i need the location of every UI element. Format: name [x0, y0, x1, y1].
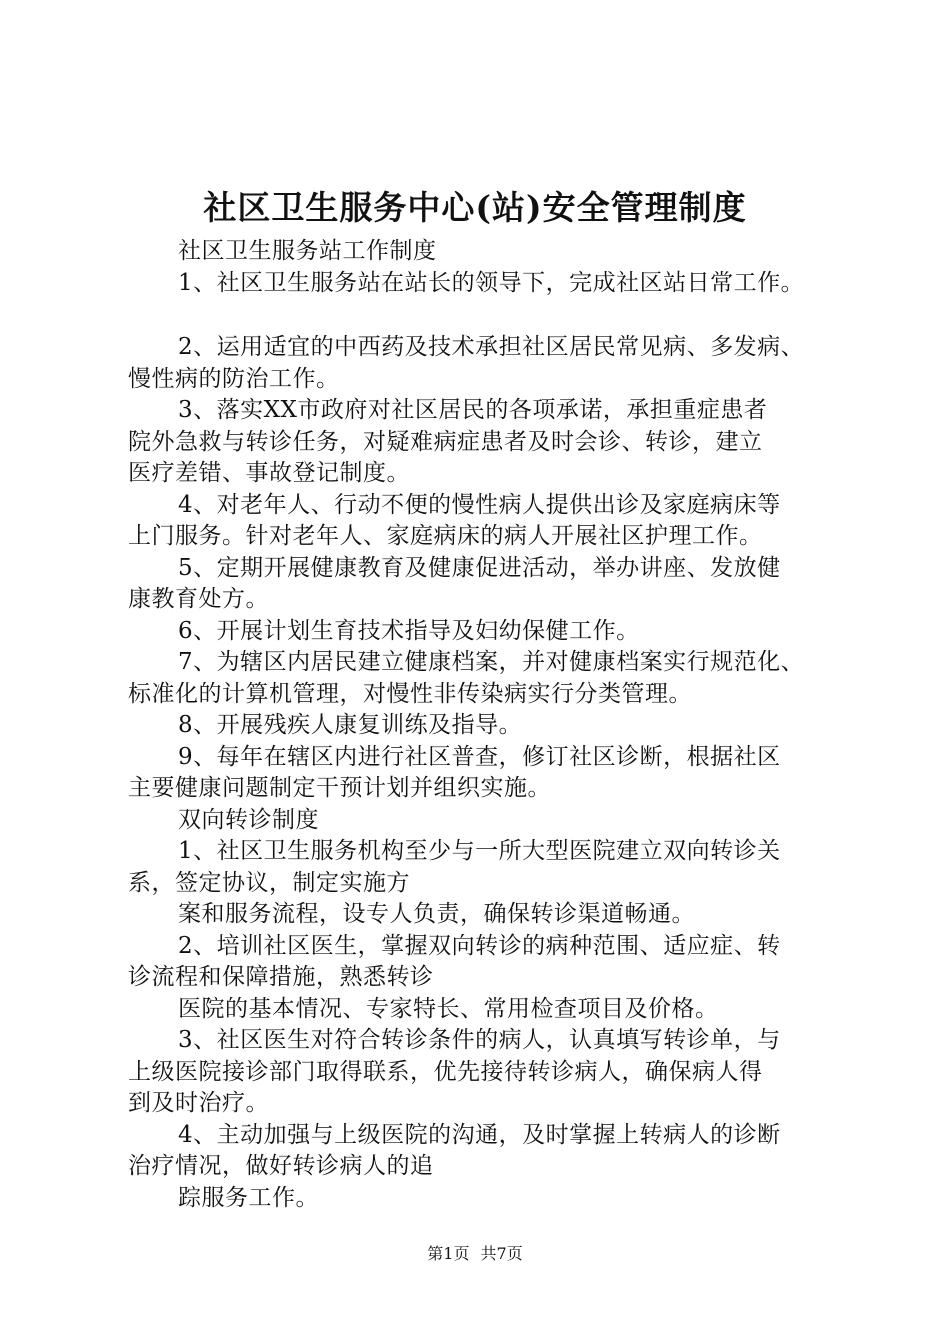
section-heading: 双向转诊制度	[178, 806, 319, 833]
paragraph-line: 医疗差错、事故登记制度。	[128, 460, 410, 486]
paragraph-line: 7、为辖区内居民建立健康档案，并对健康档案实行规范化、	[178, 649, 805, 675]
paragraph-line: 慢性病的防治工作。	[128, 365, 340, 392]
paragraph-line: 案和服务流程，设专人负责，确保转诊渠道畅通。	[178, 901, 695, 927]
paragraph-line: 主要健康问题制定干预计划并组织实施。	[128, 775, 551, 801]
paragraph-line: 治疗情况，做好转诊病人的追	[128, 1153, 434, 1179]
paragraph-line: 系，签定协议，制定实施方	[128, 869, 410, 896]
paragraph-line: 1、社区卫生服务站在站长的领导下，完成社区站日常工作。	[178, 269, 805, 296]
paragraph-line: 6、开展计划生育技术指导及妇幼保健工作。	[178, 617, 640, 644]
paragraph-line: 3、社区医生对符合转诊条件的病人，认真填写转诊单，与	[178, 1027, 781, 1053]
paragraph-line: 4、对老年人、行动不便的慢性病人提供出诊及家庭病床等	[178, 491, 781, 518]
page-footer	[0, 1243, 950, 1265]
section-heading: 社区卫生服务站工作制度	[178, 238, 437, 264]
paragraph-line: 医院的基本情况、专家特长、常用检查项目及价格。	[178, 995, 719, 1022]
page-title: 社区卫生服务中心(站)安全管理制度	[203, 188, 747, 227]
paragraph-line: 4、主动加强与上级医院的沟通，及时掌握上转病人的诊断	[178, 1121, 781, 1148]
paragraph-gap	[128, 299, 850, 332]
paragraph-line: 2、培训社区医生，掌握双向转诊的病种范围、适应症、转	[178, 932, 781, 959]
paragraph-line: 9、每年在辖区内进行社区普查，修订社区诊断，根据社区	[178, 743, 781, 770]
paragraph-line: 8、开展残疾人康复训练及指导。	[178, 712, 523, 738]
document-body	[128, 236, 850, 1214]
paragraph-line: 到及时治疗。	[128, 1090, 269, 1116]
page-number: 第1页	[427, 1244, 470, 1263]
paragraph-line: 诊流程和保障措施，熟悉转诊	[128, 964, 434, 990]
paragraph-line: 1、社区卫生服务机构至少与一所大型医院建立双向转诊关	[178, 838, 781, 864]
paragraph-line: 康教育处方。	[128, 586, 269, 612]
paragraph-line: 院外急救与转诊任务，对疑难病症患者及时会诊、转诊，建立	[128, 428, 763, 455]
page-total: 共7页	[480, 1244, 523, 1263]
paragraph-line: 5、定期开展健康教育及健康促进活动，举办讲座、发放健	[178, 554, 781, 581]
paragraph-line: 上级医院接诊部门取得联系，优先接待转诊病人，确保病人得	[128, 1058, 763, 1085]
paragraph-line: 踪服务工作。	[178, 1184, 319, 1211]
paragraph-line: 上门服务。针对老年人、家庭病床的病人开展社区护理工作。	[128, 523, 763, 549]
paragraph-line: 标准化的计算机管理，对慢性非传染病实行分类管理。	[128, 680, 692, 707]
paragraph-line: 2、运用适宜的中西药及技术承担社区居民常见病、多发病、	[178, 334, 805, 360]
paragraph-line: 3、落实XX市政府对社区居民的各项承诺，承担重症患者	[178, 397, 768, 423]
